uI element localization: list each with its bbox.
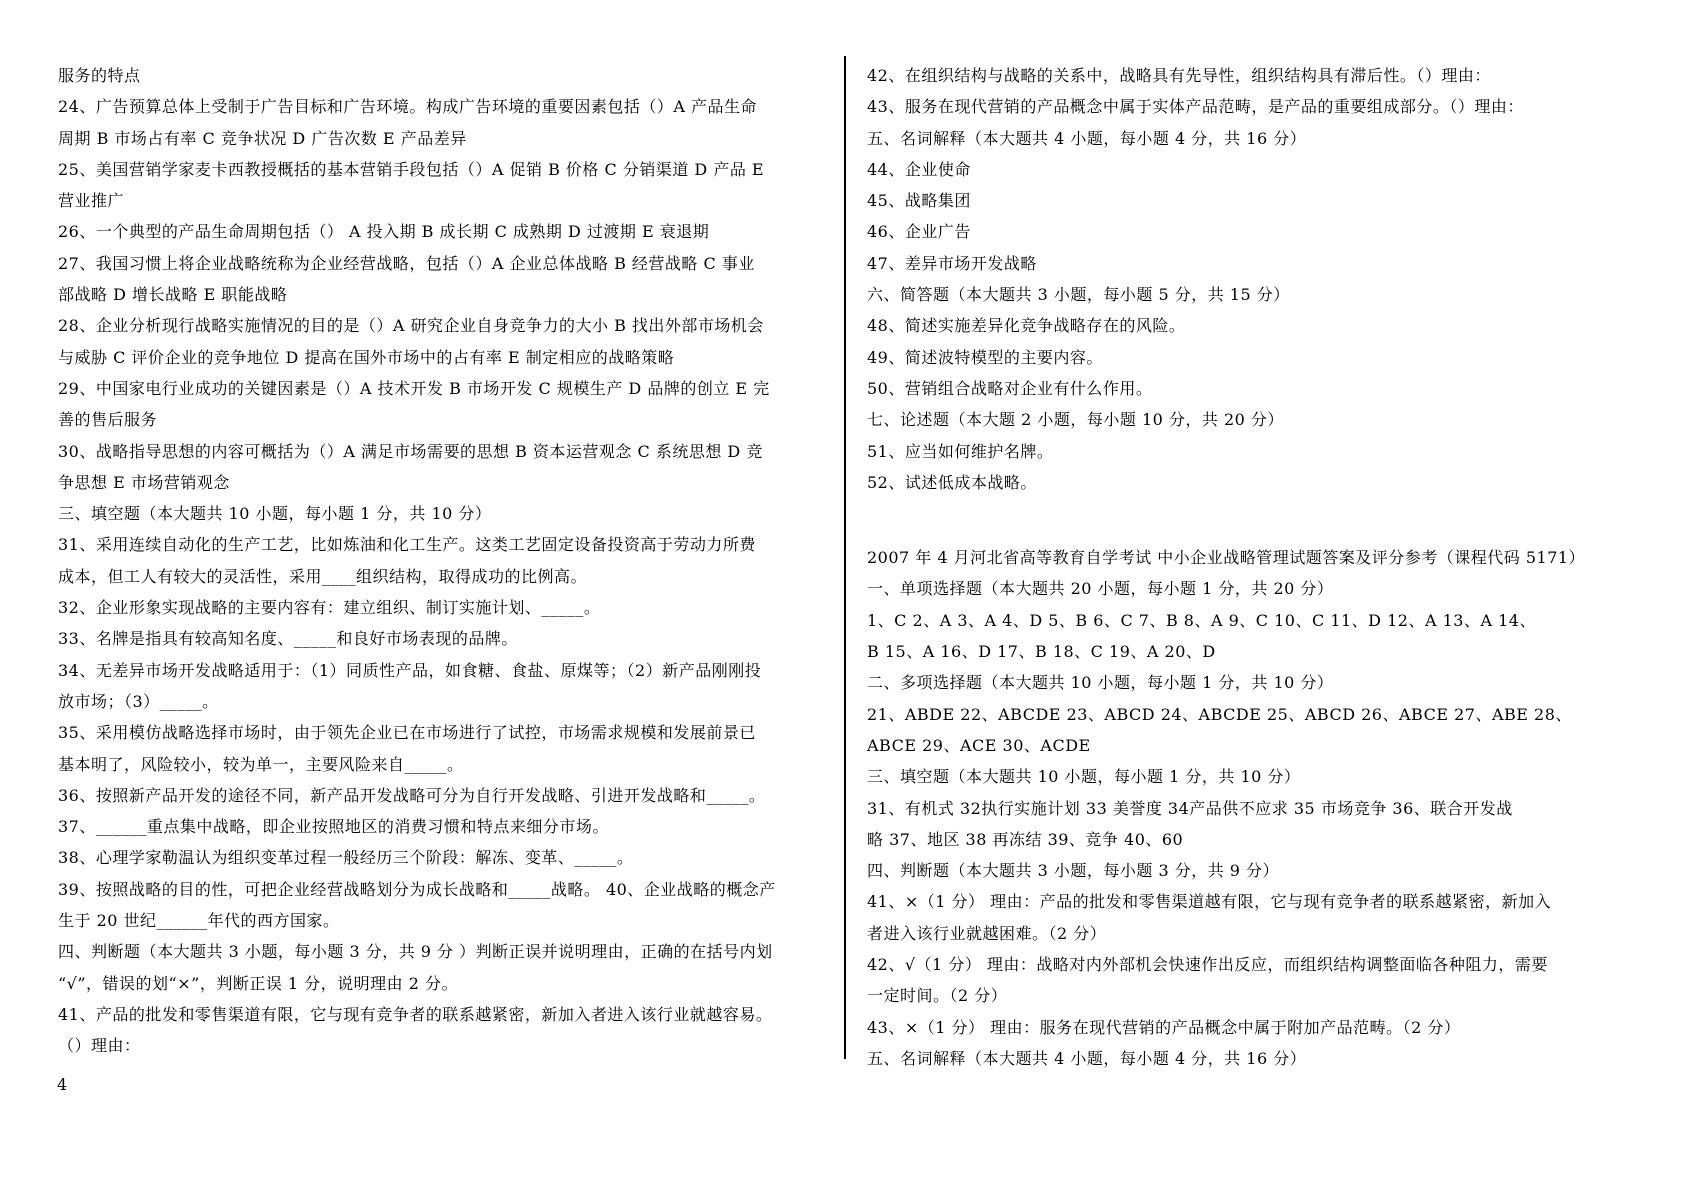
- text-line: 46、企业广告: [867, 222, 971, 242]
- text-line: 1、C 2、A 3、A 4、D 5、B 6、C 7、B 8、A 9、C 10、C 11、D 12、A 13、A 14、: [867, 610, 1536, 630]
- text-line: 35、采用模仿战略选择市场时，由于领先企业已在市场进行了试控，市场需求规模和发展前景已: [58, 723, 756, 743]
- text-line: 48、简述实施差异化竞争战略存在的风险。: [867, 316, 1186, 336]
- text-line: 五、名词解释（本大题共 4 小题，每小题 4 分，共 16 分）: [867, 1048, 1307, 1068]
- text-line: 基本明了，风险较小，较为单一，主要风险来自_____。: [58, 754, 464, 774]
- text-line: 30、战略指导思想的内容可概括为（）A 满足市场需要的思想 B 资本运营观念 C 系统思想 D 竞: [58, 441, 763, 461]
- text-line: 二、多项选择题（本大题共 10 小题，每小题 1 分，共 10 分）: [867, 673, 1334, 693]
- text-line: 36、按照新产品开发的途径不同，新产品开发战略可分为自行开发战略、引进开发战略和_____。: [58, 785, 766, 805]
- text-line: 略 37、地区 38 再冻结 39、竞争 40、60: [867, 829, 1184, 849]
- text-line: “√”，错误的划“×”，判断正误 1 分，说明理由 2 分。: [58, 973, 459, 993]
- exam-questions-continued: [867, 60, 1637, 498]
- text-line: 善的售后服务: [58, 410, 158, 430]
- text-line: 38、心理学家勒温认为组织变革过程一般经历三个阶段：解冻、变革、_____。: [58, 848, 634, 868]
- text-line: 七、论述题（本大题 2 小题，每小题 10 分，共 20 分）: [867, 410, 1284, 430]
- text-line: 33、名牌是指具有较高知名度、_____和良好市场表现的品牌。: [58, 629, 518, 649]
- text-line: 52、试述低成本战略。: [867, 472, 1037, 492]
- text-line: 2007 年 4 月河北省高等教育自学考试 中小企业战略管理试题答案及评分参考（课程代码 5171）: [867, 548, 1586, 568]
- text-line: 六、简答题（本大题共 3 小题，每小题 5 分，共 15 分）: [867, 285, 1290, 305]
- text-line: 37、______重点集中战略，即企业按照地区的消费习惯和特点来细分市场。: [58, 817, 609, 837]
- right-column: [867, 60, 1637, 1074]
- left-column: [58, 60, 828, 1062]
- text-line: 42、在组织结构与战略的关系中，战略具有先导性，组织结构具有滞后性。（）理由：: [867, 66, 1491, 85]
- text-line: 成本，但工人有较大的灵活性，采用____组织结构，取得成功的比例高。: [58, 566, 588, 586]
- text-line: 31、采用连续自动化的生产工艺，比如炼油和化工生产。这类工艺固定设备投资高于劳动力所费: [58, 535, 756, 555]
- text-line: 21、ABDE 22、ABCDE 23、ABCD 24、ABCDE 25、ABCD 26、ABCE 27、ABE 28、: [867, 704, 1572, 724]
- text-line: 43、×（1 分） 理由：服务在现代营销的产品概念中属于附加产品范畴。（2 分）: [867, 1017, 1461, 1037]
- text-line: 生于 20 世纪______年代的西方国家。: [58, 911, 340, 931]
- text-line: 45、战略集团: [867, 191, 971, 211]
- text-line: 28、企业分析现行战略实施情况的目的是（）A 研究企业自身竞争力的大小 B 找出外部市场机会: [58, 316, 764, 336]
- section-gap: [867, 498, 1637, 542]
- text-line: （）理由：: [58, 1036, 141, 1056]
- text-line: 41、产品的批发和零售渠道有限，它与现有竞争者的联系越紧密，新加入者进入该行业就越容易。: [58, 1004, 773, 1024]
- text-line: 争思想 E 市场营销观念: [58, 472, 230, 492]
- text-line: 47、差异市场开发战略: [867, 253, 1037, 273]
- text-line: 43、服务在现代营销的产品概念中属于实体产品范畴，是产品的重要组成部分。（）理由：: [867, 97, 1524, 117]
- text-line: 50、营销组合战略对企业有什么作用。: [867, 378, 1153, 398]
- text-line: 四、判断题（本大题共 3 小题，每小题 3 分，共 9 分）: [867, 861, 1280, 881]
- text-line: 放市场；（3）_____。: [58, 691, 219, 711]
- text-line: 34、无差异市场开发战略适用于：（1）同质性产品，如食糖、食盐、原煤等；（2）新产品刚刚投: [58, 660, 762, 680]
- text-line: 26、一个典型的产品生命周期包括（） A 投入期 B 成长期 C 成熟期 D 过渡期 E 衰退期: [58, 222, 710, 242]
- text-line: 周期 B 市场占有率 C 竞争状况 D 广告次数 E 产品差异: [58, 128, 467, 148]
- text-line: 42、√（1 分） 理由：战略对内外部机会快速作出反应，而组织结构调整面临各种阻力，需要: [867, 955, 1548, 975]
- text-line: 24、广告预算总体上受制于广告目标和广告环境。构成广告环境的重要因素包括（）A 产品生命: [58, 97, 758, 117]
- text-line: 三、填空题（本大题共 10 小题，每小题 1 分，共 10 分）: [867, 767, 1301, 787]
- text-line: 32、企业形象实现战略的主要内容有：建立组织、制订实施计划、_____。: [58, 598, 601, 618]
- text-line: 营业推广: [58, 191, 125, 211]
- text-line: 一、单项选择题（本大题共 20 小题，每小题 1 分，共 20 分）: [867, 579, 1334, 599]
- text-line: 四、判断题（本大题共 3 小题，每小题 3 分，共 9 分 ）判断正误并说明理由，正确的在括号内划: [58, 942, 773, 962]
- text-line: 29、中国家电行业成功的关键因素是（）A 技术开发 B 市场开发 C 规模生产 D 品牌的创立 E 完: [58, 378, 770, 398]
- text-line: 27、我国习惯上将企业战略统称为企业经营战略，包括（）A 企业总体战略 B 经营战略 C 事业: [58, 253, 755, 273]
- text-line: 44、企业使命: [867, 159, 971, 179]
- column-divider: [844, 56, 846, 1059]
- answer-key: [867, 542, 1637, 1074]
- text-line: 51、应当如何维护名牌。: [867, 441, 1054, 461]
- text-line: 五、名词解释（本大题共 4 小题，每小题 4 分，共 16 分）: [867, 128, 1307, 148]
- text-line: 三、填空题（本大题共 10 小题，每小题 1 分，共 10 分）: [58, 504, 492, 524]
- text-line: 部战略 D 增长战略 E 职能战略: [58, 285, 288, 305]
- text-line: 与威胁 C 评价企业的竞争地位 D 提高在国外市场中的占有率 E 制定相应的战略策略: [58, 347, 675, 367]
- text-line: 41、×（1 分） 理由：产品的批发和零售渠道越有限，它与现有竞争者的联系越紧密，新加入: [867, 892, 1552, 912]
- text-line: ABCE 29、ACE 30、ACDE: [867, 735, 1091, 755]
- text-line: 49、简述波特模型的主要内容。: [867, 347, 1103, 367]
- page-number: 4: [57, 1075, 68, 1094]
- text-line: 31、有机式 32执行实施计划 33 美誉度 34产品供不应求 35 市场竞争 36、联合开发战: [867, 798, 1513, 818]
- text-line: B 15、A 16、D 17、B 18、C 19、A 20、D: [867, 642, 1216, 662]
- text-line: 一定时间。（2 分）: [867, 986, 1008, 1006]
- text-line: 25、美国营销学家麦卡西教授概括的基本营销手段包括（）A 促销 B 价格 C 分销渠道 D 产品 E: [58, 159, 765, 179]
- text-line: 39、按照战略的目的性，可把企业经营战略划分为成长战略和_____战略。 40、企业战略的概念产: [58, 879, 776, 899]
- text-line: 者进入该行业就越困难。（2 分）: [867, 923, 1107, 943]
- text-line: 服务的特点: [58, 66, 141, 85]
